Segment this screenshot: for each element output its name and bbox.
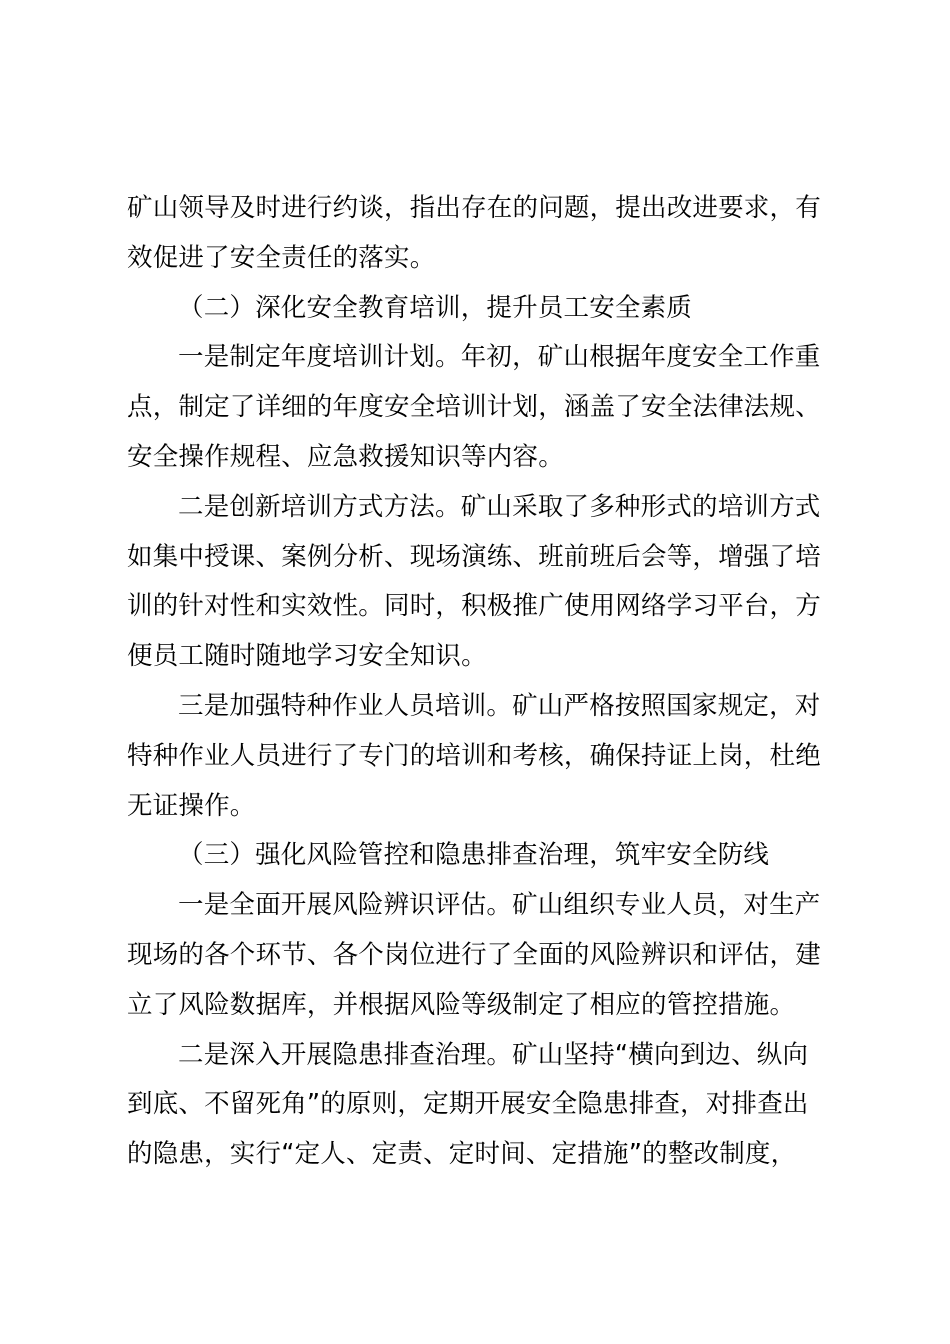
paragraph-first-line: 一是全面开展风险辨识评估。矿山组织专业人员，对生产 <box>178 890 821 921</box>
text-line: 无证操作。 <box>127 790 256 821</box>
text-line: 现场的各个环节、各个岗位进行了全面的风险辨识和评估，建 <box>127 939 821 970</box>
section-heading: （二）深化安全教育培训，提升员工安全素质 <box>178 292 693 323</box>
text-line: 便员工随时随地学习安全知识。 <box>127 641 487 672</box>
body-text <box>127 184 832 1180</box>
text-line: 效促进了安全责任的落实。 <box>127 242 436 273</box>
text-line: 的隐患，实行“定人、定责、定时间、定措施”的整改制度， <box>127 1139 797 1170</box>
text-line: 训的针对性和实效性。同时，积极推广使用网络学习平台，方 <box>127 591 821 622</box>
text-line: 安全操作规程、应急救援知识等内容。 <box>127 441 564 472</box>
section-heading: （三）强化风险管控和隐患排查治理，筑牢安全防线 <box>178 840 770 871</box>
paragraph-first-line: 一是制定年度培训计划。年初，矿山根据年度安全工作重 <box>178 342 821 373</box>
text-line: 到底、不留死角”的原则，定期开展安全隐患排查，对排查出 <box>127 1089 809 1120</box>
text-line: 立了风险数据库，并根据风险等级制定了相应的管控措施。 <box>127 989 796 1020</box>
text-line: 点，制定了详细的年度安全培训计划，涵盖了安全法律法规、 <box>127 392 821 423</box>
paragraph-first-line: 三是加强特种作业人员培训。矿山严格按照国家规定，对 <box>178 690 821 721</box>
text-line: 特种作业人员进行了专门的培训和考核，确保持证上岗，杜绝 <box>127 740 821 771</box>
text-line: 如集中授课、案例分析、现场演练、班前班后会等，增强了培 <box>127 541 821 572</box>
paragraph-first-line: 二是深入开展隐患排查治理。矿山坚持“横向到边、纵向 <box>178 1039 809 1070</box>
text-line: 矿山领导及时进行约谈，指出存在的问题，提出改进要求，有 <box>127 193 821 223</box>
paragraph-first-line: 二是创新培训方式方法。矿山采取了多种形式的培训方式 <box>178 491 821 522</box>
